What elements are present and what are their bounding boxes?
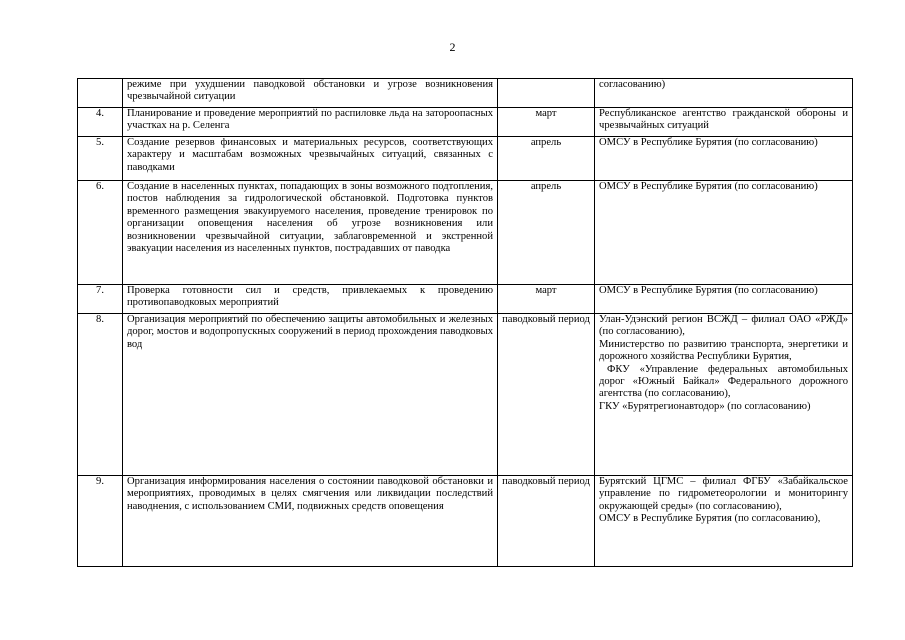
row-task: Проверка готовности сил и средств, привлекаемых к проведению противопаводковых мероприятий bbox=[123, 285, 498, 314]
row-responsible bbox=[595, 476, 853, 567]
responsible-line: ФКУ «Управление федеральных автомобильных дорог «Южный Байкал» Федерального дорожного агентства (по согласованию), bbox=[599, 363, 848, 400]
row-period bbox=[498, 79, 595, 108]
row-period: паводковый период bbox=[498, 476, 595, 567]
row-period: март bbox=[498, 108, 595, 137]
row-task: Организация мероприятий по обеспечению защиты автомобильных и железных дорог, мостов и водопропускных сооружений в период прохождения паводковых вод bbox=[123, 314, 498, 476]
row-responsible: ОМСУ в Республике Бурятия (по согласованию) bbox=[595, 137, 853, 181]
row-number: 5. bbox=[78, 137, 123, 181]
row-number: 9. bbox=[78, 476, 123, 567]
row-responsible: согласованию) bbox=[595, 79, 853, 108]
row-number: 7. bbox=[78, 285, 123, 314]
table-row bbox=[78, 108, 853, 137]
table-row bbox=[78, 314, 853, 476]
responsible-line: ГКУ «Бурятрегионавтодор» (по согласованию) bbox=[599, 400, 811, 412]
table-row bbox=[78, 476, 853, 567]
row-number bbox=[78, 79, 123, 108]
row-task: режиме при ухудшении паводковой обстановки и угрозе возникновения чрезвычайной ситуации bbox=[123, 79, 498, 108]
row-number: 4. bbox=[78, 108, 123, 137]
row-number: 6. bbox=[78, 181, 123, 285]
row-period: паводковый период bbox=[498, 314, 595, 476]
row-task: Создание резервов финансовых и материальных ресурсов, соответствующих характеру и масштабам возможных чрезвычайных ситуаций, связанных с паводками bbox=[123, 137, 498, 181]
row-period: апрель bbox=[498, 181, 595, 285]
row-responsible: ОМСУ в Республике Бурятия (по согласованию) bbox=[595, 181, 853, 285]
row-responsible: ОМСУ в Республике Бурятия (по согласованию) bbox=[595, 285, 853, 314]
row-task: Организация информирования населения о состоянии паводковой обстановки и мероприятиях, проводимых в целях смягчения или ликвидации последствий наводнения, с использованием СМИ, подвижных средств оповещения bbox=[123, 476, 498, 567]
row-responsible bbox=[595, 314, 853, 476]
row-period: апрель bbox=[498, 137, 595, 181]
measures-table bbox=[77, 78, 853, 567]
table-row bbox=[78, 137, 853, 181]
responsible-line: Министерство по развитию транспорта, энергетики и дорожного хозяйства Республики Бурятия, bbox=[599, 338, 848, 363]
responsible-line: Бурятский ЦГМС – филиал ФГБУ «Забайкальское управление по гидрометеорологии и мониторингу окружающей среды» (по согласованию), bbox=[599, 476, 848, 512]
page-number: 2 bbox=[449, 40, 456, 54]
responsible-line: Улан-Удэнский регион ВСЖД – филиал ОАО «РЖД» (по согласованию), bbox=[599, 314, 848, 338]
row-task: Создание в населенных пунктах, попадающих в зоны возможного подтопления, постов наблюдения за гидрологической обстановкой. Подготовка пунктов временного размещения эвакуируемого населения, проведение тренировок по организации оповещения населения об угрозе возникновения или возникновении чрезвычайной ситуации, заблаговременной и экстренной эвакуации населения из населенных пунктов, пострадавших от паводка bbox=[123, 181, 498, 285]
row-period: март bbox=[498, 285, 595, 314]
table-row bbox=[78, 79, 853, 108]
table-row bbox=[78, 181, 853, 285]
row-number: 8. bbox=[78, 314, 123, 476]
table-row bbox=[78, 285, 853, 314]
responsible-line: ОМСУ в Республике Бурятия (по согласованию), bbox=[599, 513, 821, 525]
row-task: Планирование и проведение мероприятий по распиловке льда на затороопасных участках на р. Селенга bbox=[123, 108, 498, 137]
row-responsible: Республиканское агентство гражданской обороны и чрезвычайных ситуаций bbox=[595, 108, 853, 137]
